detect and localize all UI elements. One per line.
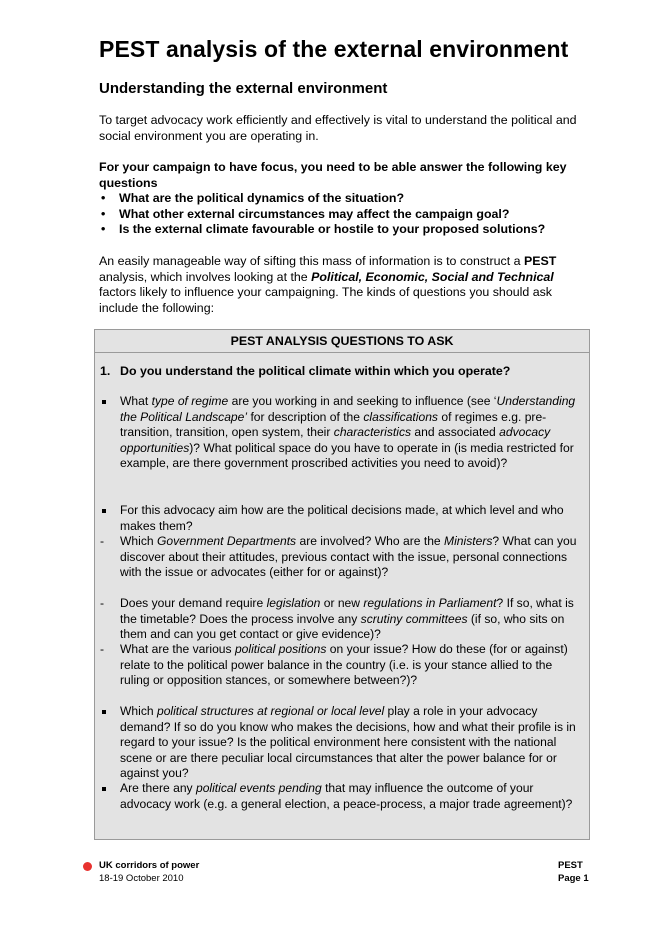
section-heading: Understanding the external environment bbox=[99, 80, 388, 97]
key-question-item: • Is the external climate favourable or hostile to your proposed solutions? bbox=[99, 222, 599, 238]
key-questions-heading: For your campaign to have focus, you need to be able answer the following key questions bbox=[99, 160, 567, 190]
box-title: PEST ANALYSIS QUESTIONS TO ASK bbox=[230, 334, 454, 348]
key-question-item: • What other external circumstances may affect the campaign goal? bbox=[99, 207, 599, 223]
dash-marker: - bbox=[100, 534, 105, 548]
question-1: 1. Do you understand the political climate within which you operate? bbox=[100, 364, 511, 378]
footer-dot-icon bbox=[83, 862, 92, 871]
box-divider bbox=[95, 352, 589, 353]
footer-page-number: Page 1 bbox=[558, 873, 589, 884]
question-item-positions: - What are the various political positions on your issue? How do these (for or against) relate to the political power balance in the country (i.e. is your stance allied to the ruling or opposition stances, or somewhere between?)? bbox=[100, 642, 568, 687]
question-item-events: Are there any political events pending that may influence the outcome of your advocacy work (e.g. a general election, a peace-process, a major trade agreement)? bbox=[120, 781, 573, 811]
pest-paragraph: An easily manageable way of sifting this mass of information is to construct a PEST analysis, which involves looking at the Political, Economic, Social and Technical factors likely to influence your campaigning. The kinds of questions you should ask include the following: bbox=[99, 254, 557, 315]
pest-term: PEST bbox=[523, 254, 557, 268]
footer-section: PEST bbox=[558, 860, 583, 871]
intro-paragraph: To target advocacy work efficiently and effectively is vital to understand the political and social environment you are operating in. bbox=[99, 113, 577, 143]
key-questions-list bbox=[99, 191, 599, 238]
question-item-regime: What type of regime are you working in and seeking to influence (see ‘Understanding the Political Landscape’ for description of the classifications of regimes e.g. pre-transition, transition, open system, their characteristics and associated advocacy opportunities)? What political space do you have to operate in (is media restricted for example, are there government proscribed activities you need to avoid)? bbox=[120, 394, 576, 470]
footer-event: UK corridors of power bbox=[99, 860, 200, 871]
question-item-departments: - Which Government Departments are involved? Who are the Ministers? What can you discover about their attitudes, previous contact with the issue, personal connections with the issue or advocates (either for or against)? bbox=[100, 534, 577, 579]
dash-marker: - bbox=[100, 596, 105, 610]
pest-questions-box bbox=[94, 329, 590, 840]
question-item-local-structures: Which political structures at regional or local level play a role in your advocacy demand? If so do you know who makes the decisions, how and what their profile is in regard to your issue? Is the political environment here consistent with the national scene or are there peculiar local circumstances that alter the power balance for or against you? bbox=[120, 704, 576, 780]
question-item-legislation: - Does your demand require legislation or new regulations in Parliament? If so, what is the timetable? Does the process involve any scrutiny committees (if so, who sits on them and can you get contact or give evidence)? bbox=[100, 596, 574, 641]
dash-marker: - bbox=[100, 642, 105, 656]
page-title: PEST analysis of the external environment bbox=[99, 36, 569, 62]
footer-dates: 18-19 October 2010 bbox=[99, 873, 184, 884]
question-item-decisions: For this advocacy aim how are the political decisions made, at which level and who makes them? bbox=[120, 503, 564, 533]
pest-factors: Political, Economic, Social and Technical bbox=[311, 269, 554, 284]
key-question-item: • What are the political dynamics of the situation? bbox=[99, 191, 599, 207]
